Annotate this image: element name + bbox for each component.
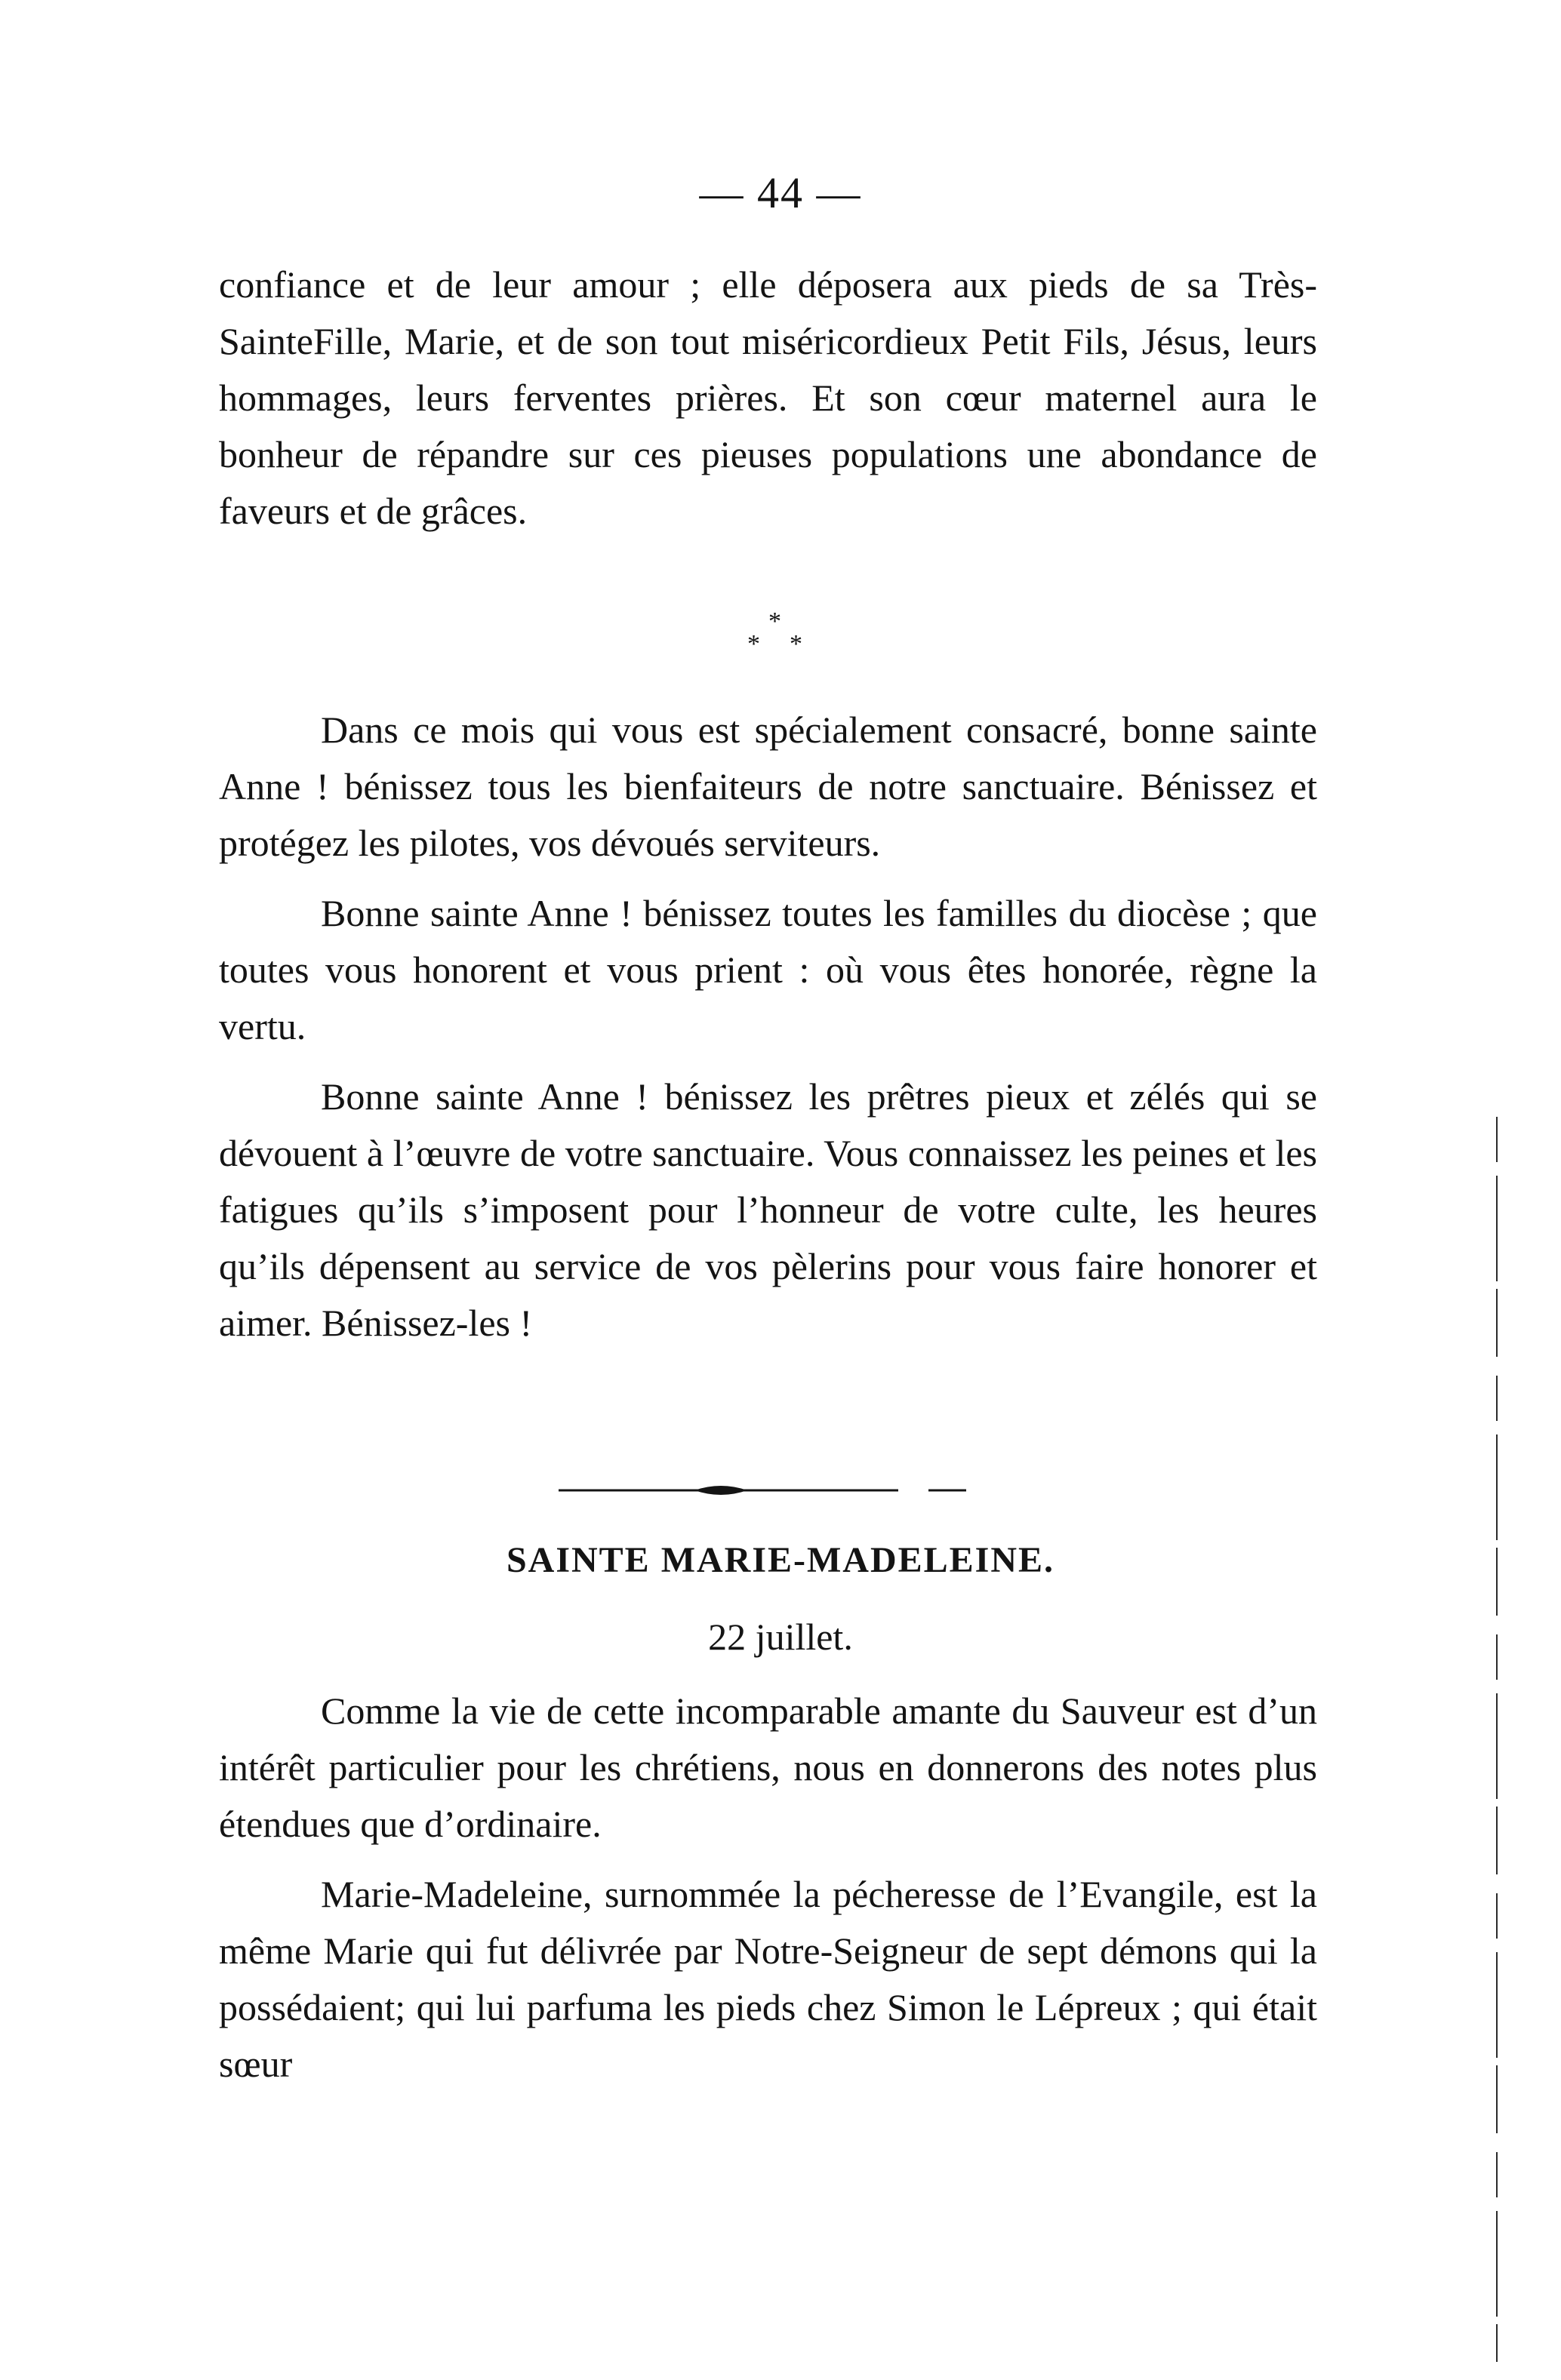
intro-paragraph: confiance et de leur amour ; elle déposera aux pieds de sa Très-SainteFille, Marie, et de son tout miséricordieux Petit Fils, Jésus, leurs hommages, leurs ferventes prières. Et son cœur maternel aura le bonheur de répandre sur ces pieuses populations une abondance de faveurs et de grâces. xyxy=(219,263,1317,532)
page-edge-mark xyxy=(1495,1117,1499,2362)
prayer-paragraph: Bonne sainte Anne ! bénissez toutes les familles du diocèse ; que toutes vous honorent et vous prient : où vous êtes honorée, règne la vertu. xyxy=(219,892,1317,1047)
intro-text xyxy=(219,257,1317,540)
prayer-paragraph: Dans ce mois qui vous est spécialement consacré, bonne sainte Anne ! bénissez tous les bienfaiteurs de notre sanctuaire. Bénissez et protégez les pilotes, vos dévoués serviteurs. xyxy=(219,709,1317,864)
page-number: — 44 — xyxy=(699,168,862,217)
asterism-star: * xyxy=(747,630,760,658)
section-date: 22 juillet. xyxy=(708,1616,853,1658)
prayer-paragraph: Bonne sainte Anne ! bénissez les prêtres pieux et zélés qui se dévouent à l’œuvre de votre sanctuaire. Vous connaissez les peines et les fatigues qu’ils s’imposent pour l’honneur de votre culte, les heures qu’ils dépensent au service de vos pèlerins pour vous faire honorer et aimer. Bénissez-les ! xyxy=(219,1075,1317,1344)
ornamental-divider xyxy=(559,1483,966,1498)
asterism-separator xyxy=(740,607,815,660)
asterism-star: * xyxy=(768,607,781,635)
section-title: SAINTE MARIE-MADELEINE. xyxy=(506,1540,1055,1580)
prayers-text xyxy=(219,702,1317,1351)
section-paragraph: Comme la vie de cette incomparable amante du Sauveur est d’un intérêt particulier pour les chrétiens, nous en donnerons des notes plus étendues que d’ordinaire. xyxy=(219,1690,1317,1845)
section-paragraph: Marie-Madeleine, surnommée la pécheresse de l’Evangile, est la même Marie qui fut délivrée par Notre-Seigneur de sept démons qui la possédaient; qui lui parfuma les pieds chez Simon le Lépreux ; qui était sœur xyxy=(219,1873,1317,2085)
section-body xyxy=(219,1683,1317,2092)
asterism-star: * xyxy=(790,630,802,658)
